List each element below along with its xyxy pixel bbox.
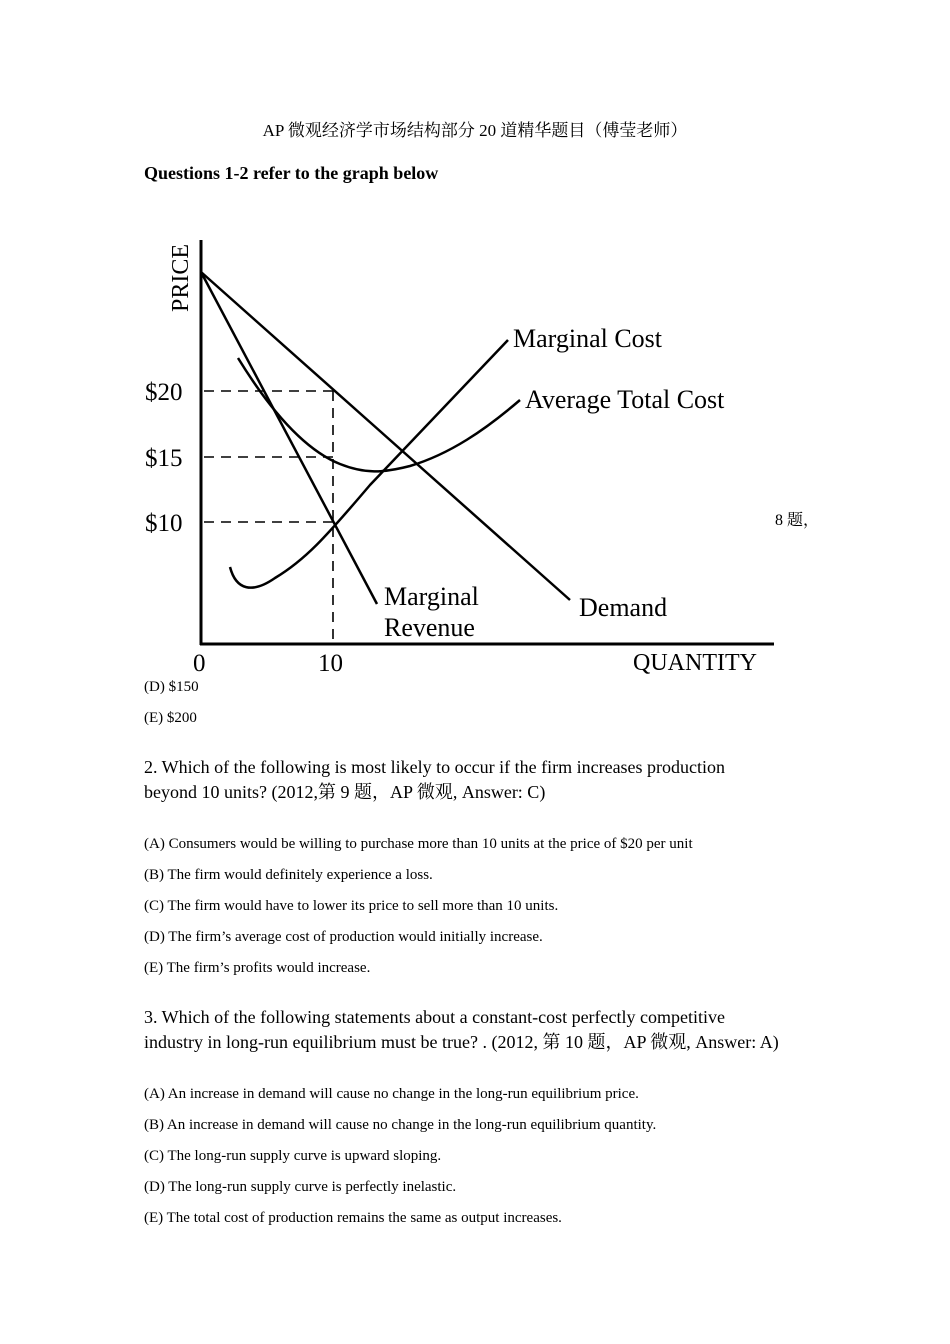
q3-option-b: (B) An increase in demand will cause no change in the long-run equilibrium quantity. (144, 1117, 657, 1133)
q3-option-d: (D) The long-run supply curve is perfectly inelastic. (144, 1179, 457, 1195)
q3-text-line2: industry in long-run equilibrium must be true? . (2012, 第 10 题，AP 微观, Answer: A) (144, 1032, 779, 1052)
x-tick-10: 10 (318, 650, 343, 677)
average-total-cost-curve (238, 358, 520, 471)
marginal-revenue-curve (201, 272, 377, 604)
q3-option-a: (A) An increase in demand will cause no change in the long-run equilibrium price. (144, 1086, 639, 1102)
y-tick-15: $15 (145, 445, 183, 472)
q1-option-e: (E) $200 (144, 710, 197, 726)
margin-note: 8 题， (775, 512, 820, 529)
marginal-cost-label: Marginal Cost (513, 324, 663, 353)
q1-option-d: (D) $150 (144, 679, 199, 695)
marginal-revenue-label-line2: Revenue (384, 613, 475, 642)
y-tick-10: $10 (145, 510, 183, 537)
x-tick-0: 0 (193, 650, 206, 677)
q2-text-line1: 2. Which of the following is most likely to occur if the firm increases production (144, 757, 726, 777)
marginal-cost-curve (230, 340, 508, 588)
y-axis-label: PRICE (168, 243, 194, 312)
average-total-cost-label: Average Total Cost (525, 385, 725, 414)
section-heading: Questions 1-2 refer to the graph below (144, 163, 439, 183)
x-axis-label: QUANTITY (633, 650, 757, 676)
q3-text-line1: 3. Which of the following statements about a constant-cost perfectly competitive (144, 1007, 726, 1027)
cost-revenue-graph (140, 230, 790, 682)
q2-option-c: (C) The firm would have to lower its price to sell more than 10 units. (144, 898, 559, 914)
q3-option-c: (C) The long-run supply curve is upward sloping. (144, 1148, 442, 1164)
marginal-revenue-label-line1: Marginal (384, 582, 479, 611)
q3-option-e: (E) The total cost of production remains the same as output increases. (144, 1210, 562, 1226)
q2-option-d: (D) The firm’s average cost of production would initially increase. (144, 929, 543, 945)
q2-option-a: (A) Consumers would be willing to purchase more than 10 units at the price of $20 per unit (144, 836, 693, 852)
y-tick-20: $20 (145, 379, 183, 406)
demand-label: Demand (579, 593, 668, 622)
q2-option-e: (E) The firm’s profits would increase. (144, 960, 371, 976)
demand-curve (201, 272, 570, 600)
q2-option-b: (B) The firm would definitely experience a loss. (144, 867, 433, 883)
document-title: AP 微观经济学市场结构部分 20 道精华题目（傅莹老师） (262, 121, 688, 140)
q2-text-line2: beyond 10 units? (2012,第 9 题，AP 微观, Answer: C) (144, 782, 546, 802)
